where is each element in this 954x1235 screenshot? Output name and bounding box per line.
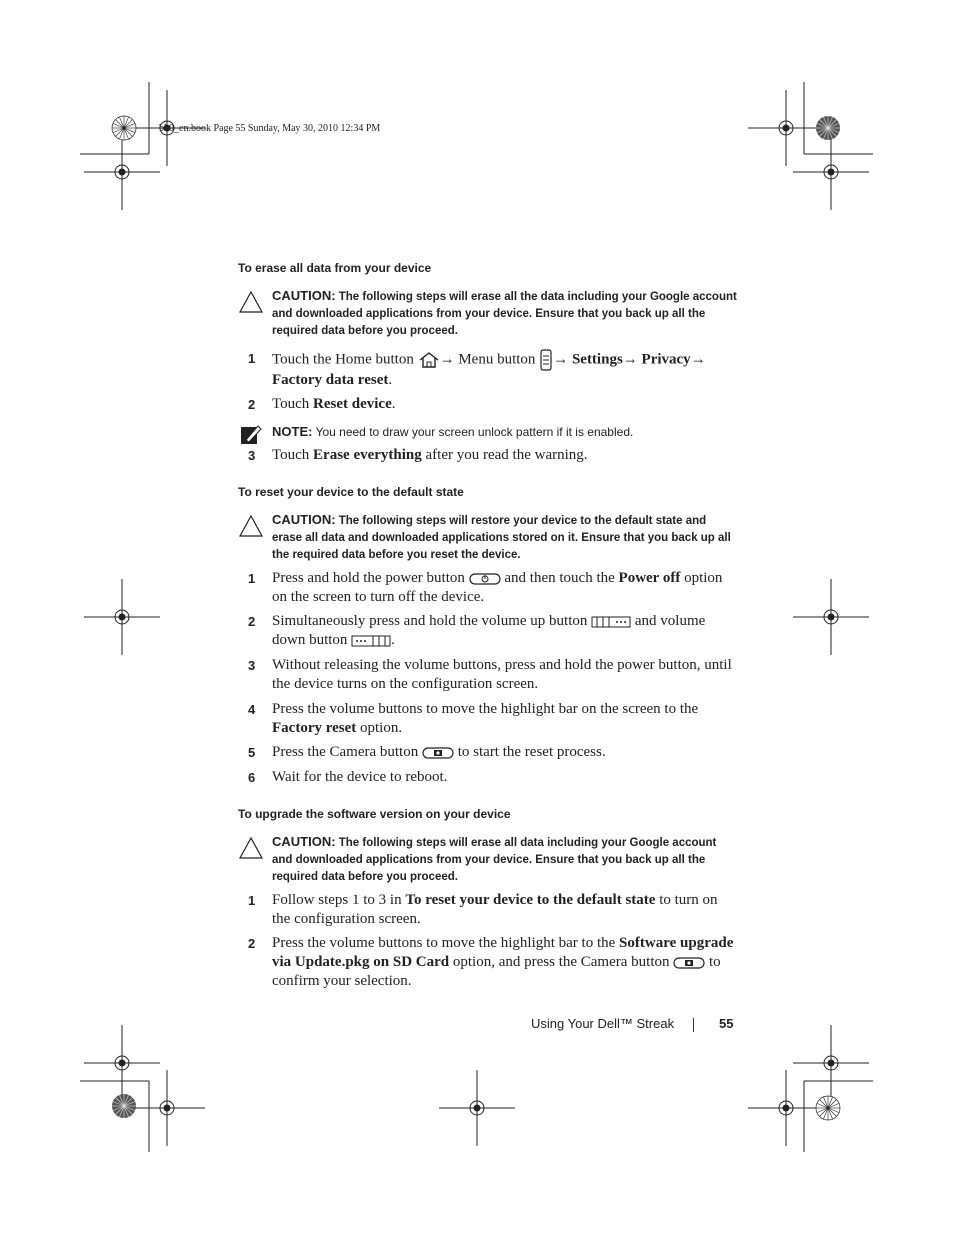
step-text: after you read the warning. — [421, 447, 588, 463]
note-icon — [240, 424, 262, 446]
step-upgrade-1 — [272, 891, 738, 929]
caution-icon — [238, 290, 264, 314]
step-reset-5 — [272, 743, 738, 762]
step-text: and then touch the — [500, 570, 619, 586]
step-text: to confirm your selection. — [272, 954, 721, 989]
note-unlock-pattern — [272, 423, 738, 441]
caution-label: CAUTION: — [272, 512, 336, 527]
step-text: . — [388, 372, 393, 388]
step-text: Without releasing the volume buttons, press and hold the power button, until the device turns on the configuration screen. — [272, 657, 732, 692]
step-number: 6 — [248, 770, 256, 785]
footer-chapter-title: Using Your Dell™ Streak — [531, 1016, 675, 1031]
menu-path-settings: Settings — [571, 351, 623, 368]
step-text: Press the volume buttons to move the highlight bar to the — [272, 935, 620, 951]
step-number: 5 — [248, 745, 256, 760]
step-text: . — [391, 632, 395, 648]
step-number: 2 — [248, 936, 256, 951]
power-off-label: Power off — [618, 570, 681, 586]
step-text: Touch the Home button — [272, 351, 418, 368]
page-number: 55 — [719, 1016, 734, 1031]
footer-divider — [693, 1018, 694, 1032]
caution-body: The following steps will erase all data including your Google account and downloaded applications from your device. Ensure that you back up all the required data before you proceed. — [272, 837, 717, 883]
step-number: 2 — [248, 614, 256, 629]
camera-button-icon — [422, 746, 454, 760]
step-number: 2 — [248, 397, 256, 412]
note-label: NOTE: — [272, 424, 313, 439]
step-text: Press and hold the power button — [272, 570, 469, 586]
step-text: . — [391, 396, 396, 412]
step-text: Simultaneously press and hold the volume up button — [272, 613, 592, 629]
caution-body: The following steps will restore your device to the default state and erase all data and downloaded applications stored on it. Ensure that you back up all the required data before you reset the device. — [272, 515, 731, 561]
step-number: 1 — [248, 893, 256, 908]
step-number: 1 — [248, 571, 256, 586]
menu-path-factory-data-reset: Factory data reset — [272, 372, 389, 388]
caution-icon — [238, 514, 264, 538]
cross-reference-reset: To reset your device to the default state — [405, 892, 656, 908]
step-text: to start the reset process. — [453, 744, 606, 760]
caution-erase — [272, 287, 738, 340]
caution-reset — [272, 511, 738, 564]
step-number: 4 — [248, 702, 256, 717]
step-text: Touch — [272, 447, 314, 463]
caution-body: The following steps will erase all the data including your Google account and downloaded applications from your device. Ensure that you back up all the required data before you proceed. — [272, 291, 737, 337]
step-text: option. — [356, 720, 403, 736]
volume-up-button-icon — [591, 615, 631, 629]
menu-icon — [539, 349, 553, 371]
section-heading-erase: To erase all data from your device — [238, 261, 432, 275]
section-heading-upgrade: To upgrade the software version on your device — [238, 807, 511, 821]
caution-upgrade — [272, 833, 738, 886]
step-reset-4 — [272, 700, 738, 738]
power-button-icon — [469, 572, 501, 586]
step-number: 3 — [248, 448, 256, 463]
caution-icon — [238, 836, 264, 860]
menu-path-privacy: Privacy — [641, 351, 691, 368]
step-reset-1 — [272, 569, 738, 607]
factory-reset-label: Factory reset — [272, 720, 357, 736]
step-number: 3 — [248, 658, 256, 673]
step-text: option, and press the Camera button — [449, 954, 674, 970]
step-reset-6 — [272, 768, 738, 787]
step-erase-1 — [272, 349, 738, 390]
step-reset-2 — [272, 612, 738, 650]
step-reset-3 — [272, 656, 738, 694]
home-icon — [418, 351, 440, 369]
section-heading-reset: To reset your device to the default state — [238, 485, 464, 499]
step-text: Press the volume buttons to move the highlight bar on the screen to the — [272, 701, 699, 717]
step-text: Touch — [272, 396, 314, 412]
step-text: option on the screen to turn off the device. — [272, 570, 723, 605]
step-number: 1 — [248, 351, 256, 366]
step-text: Wait for the device to reboot. — [272, 769, 448, 785]
caution-label: CAUTION: — [272, 288, 336, 303]
caution-label: CAUTION: — [272, 834, 336, 849]
camera-button-icon — [673, 956, 705, 970]
reset-device-label: Reset device — [313, 396, 392, 412]
erase-everything-label: Erase everything — [313, 447, 422, 463]
print-slug: bk0_en.book Page 55 Sunday, May 30, 2010 12:34 PM — [159, 123, 381, 134]
step-erase-3 — [272, 446, 738, 465]
step-text: Press the Camera button — [272, 744, 422, 760]
step-text: → Menu button — [439, 351, 540, 368]
step-text: → — [622, 351, 642, 368]
step-text: to turn on the configuration screen. — [272, 892, 718, 927]
step-text: and volume down button — [272, 613, 706, 648]
software-upgrade-option: Software upgrade via Update.pkg on SD Card — [272, 935, 734, 970]
step-erase-2 — [272, 395, 738, 414]
step-text: → — [690, 351, 706, 368]
note-body: You need to draw your screen unlock pattern if it is enabled. — [315, 425, 634, 439]
step-text: Follow steps 1 to 3 in — [272, 892, 406, 908]
step-text: → — [553, 351, 572, 368]
volume-down-button-icon — [351, 634, 391, 648]
step-upgrade-2 — [272, 934, 738, 991]
